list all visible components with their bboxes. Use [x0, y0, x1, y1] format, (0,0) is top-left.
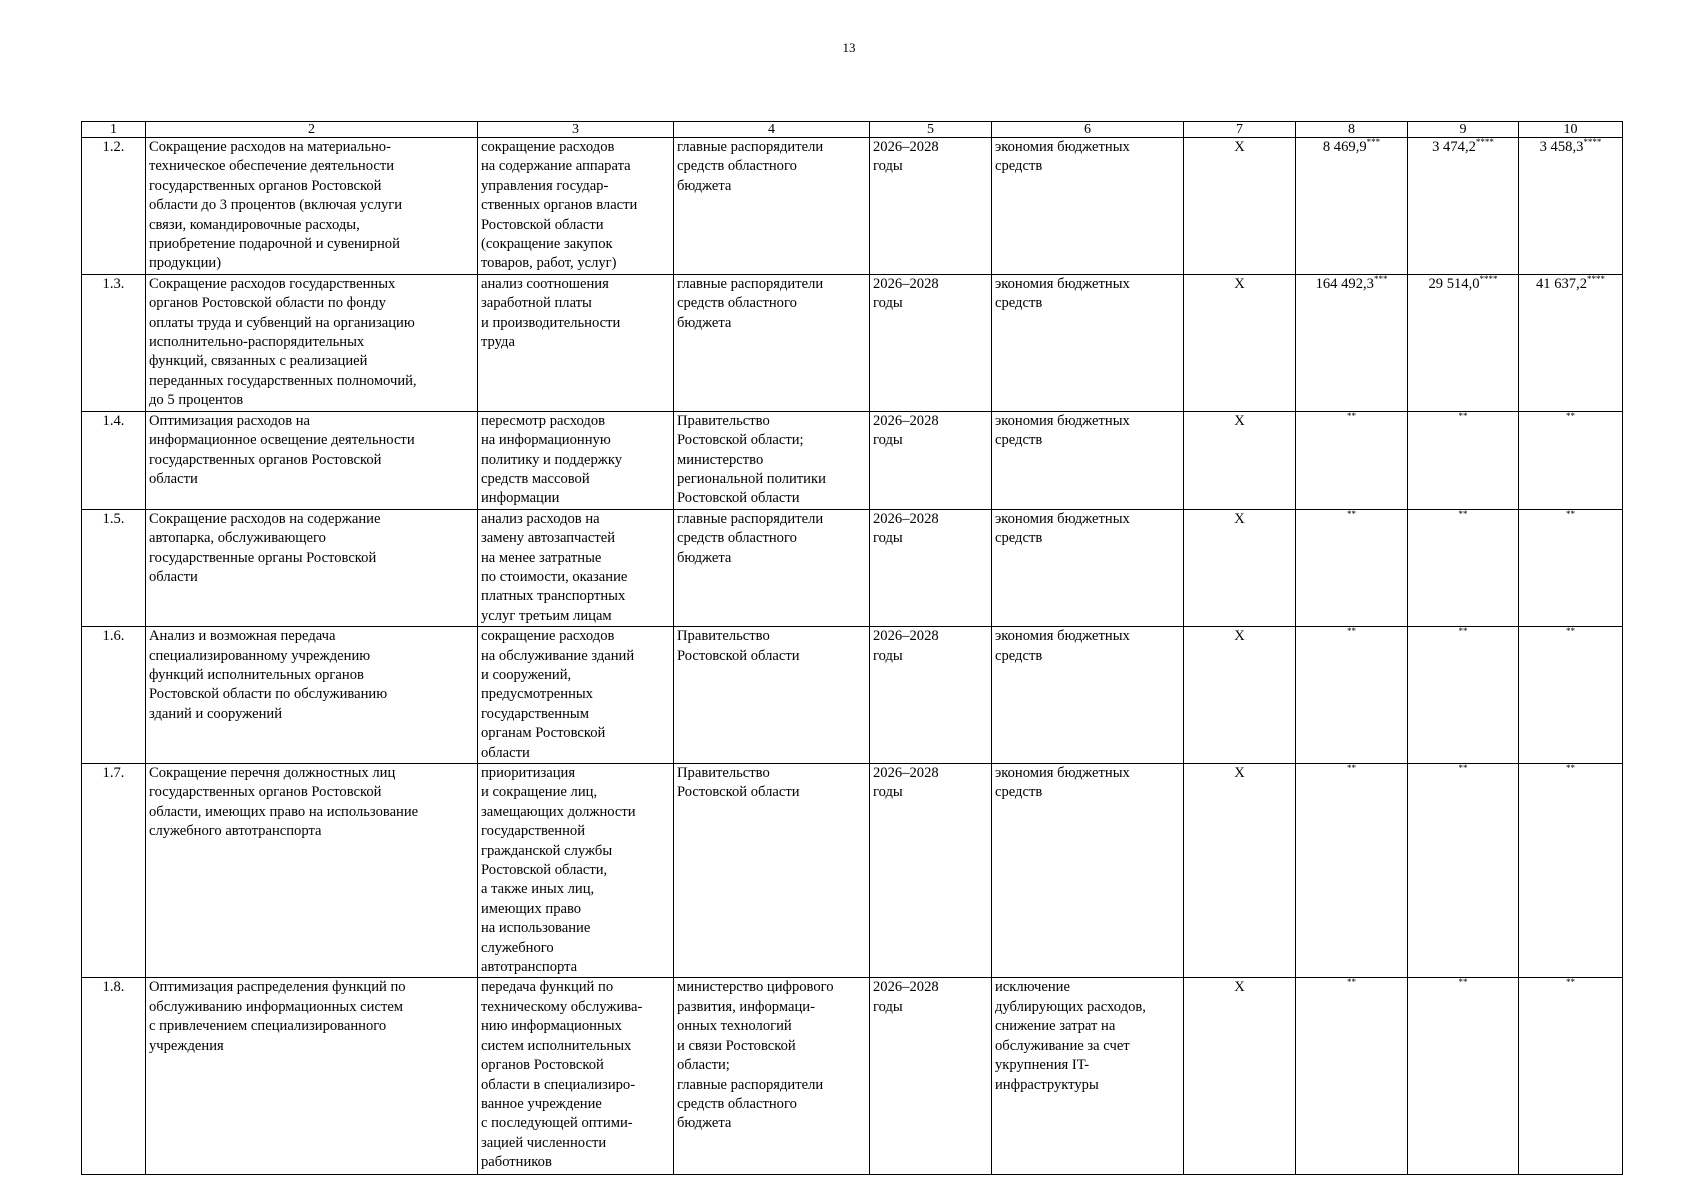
- executor-cell: Правительство Ростовской области: [674, 627, 870, 764]
- value-cell: [1519, 138, 1623, 275]
- value-cell: [1296, 274, 1408, 411]
- table-row: [82, 138, 1623, 275]
- footnote-mark: **: [1347, 411, 1356, 421]
- column7-cell: Х: [1184, 627, 1296, 764]
- column7-cell: Х: [1184, 411, 1296, 509]
- footnote-mark: ****: [1583, 137, 1602, 147]
- column-header: 10: [1519, 122, 1623, 138]
- value-cell: [1408, 627, 1519, 764]
- header-row: [82, 122, 1623, 138]
- value-cell: [1408, 764, 1519, 978]
- footnote-mark: **: [1566, 411, 1575, 421]
- footnote-mark: **: [1566, 509, 1575, 519]
- measure-cell: Сокращение расходов на материально- техническое обеспечение деятельности государственных органов Ростовской области до 3 процентов (включая услуги связи, командировочные расходы, приобретение подарочной и сувенирной продукции): [146, 138, 478, 275]
- column7-cell: Х: [1184, 764, 1296, 978]
- executor-cell: главные распорядители средств областного бюджета: [674, 274, 870, 411]
- footnote-mark: **: [1347, 509, 1356, 519]
- footnote-mark: ****: [1587, 274, 1606, 284]
- column-header: 5: [870, 122, 992, 138]
- footnote-mark: **: [1458, 626, 1468, 637]
- row-number: 1.4.: [82, 411, 146, 509]
- table-row: [82, 509, 1623, 626]
- value-text: 164 492,3: [1315, 275, 1374, 292]
- footnote-mark: **: [1566, 977, 1575, 988]
- mechanism-cell: пересмотр расходов на информационную политику и поддержку средств массовой информации: [478, 411, 674, 509]
- executor-cell: Правительство Ростовской области: [674, 764, 870, 978]
- mechanism-cell: анализ соотношения заработной платы и производительности труда: [478, 274, 674, 411]
- value-cell: [1408, 509, 1519, 626]
- table-row: [82, 274, 1623, 411]
- mechanism-cell: сокращение расходов на содержание аппарата управления государ- ственных органов власти Ростовской области (сокращение закупок товаров, работ, услуг): [478, 138, 674, 275]
- table-row: [82, 764, 1623, 978]
- period-cell: 2026–2028 годы: [870, 138, 992, 275]
- measure-cell: Оптимизация распределения функций по обслуживанию информационных систем с привлечением специализированного учреждения: [146, 978, 478, 1175]
- executor-cell: главные распорядители средств областного бюджета: [674, 138, 870, 275]
- footnote-mark: **: [1566, 763, 1575, 773]
- measure-cell: Анализ и возможная передача специализированному учреждению функций исполнительных органов Ростовской области по обслуживанию зданий и сооружений: [146, 627, 478, 764]
- result-cell: исключение дублирующих расходов, снижение затрат на обслуживание за счет укрупнения IT- инфраструктуры: [992, 978, 1184, 1175]
- column-header: 4: [674, 122, 870, 138]
- row-number: 1.7.: [82, 764, 146, 978]
- result-cell: экономия бюджетных средств: [992, 509, 1184, 626]
- column-header: 7: [1184, 122, 1296, 138]
- measures-table: [81, 121, 1623, 1175]
- column-header: 2: [146, 122, 478, 138]
- value-cell: [1408, 274, 1519, 411]
- executor-cell: министерство цифрового развития, информаци- онных технологий и связи Ростовской области; главные распорядители средств областного бюджета: [674, 978, 870, 1175]
- value-text: 3 474,2: [1432, 139, 1476, 155]
- measure-cell: Сокращение расходов государственных органов Ростовской области по фонду оплаты труда и субвенций на организацию исполнительно-распорядительных функций, связанных с реализацией переданных государственных полномочий, до 5 процентов: [146, 274, 478, 411]
- page-number: 13: [842, 40, 856, 55]
- footnote-mark: **: [1458, 411, 1468, 421]
- footnote-mark: ***: [1373, 274, 1388, 284]
- mechanism-cell: анализ расходов на замену автозапчастей на менее затратные по стоимости, оказание платных транспортных услуг третьим лицам: [478, 509, 674, 626]
- column7-cell: Х: [1184, 978, 1296, 1175]
- value-cell: [1519, 627, 1623, 764]
- column7-cell: Х: [1184, 509, 1296, 626]
- period-cell: 2026–2028 годы: [870, 627, 992, 764]
- value-cell: [1296, 411, 1408, 509]
- value-cell: [1296, 509, 1408, 626]
- footnote-mark: **: [1458, 509, 1468, 519]
- row-number: 1.5.: [82, 509, 146, 626]
- value-cell: [1519, 978, 1623, 1175]
- column7-cell: Х: [1184, 138, 1296, 275]
- value-text: 41 637,2: [1535, 275, 1588, 292]
- mechanism-cell: передача функций по техническому обслужива- нию информационных систем исполнительных органов Ростовской области в специализиро- ванное учреждение с последующей оптими- зацией численности работников: [478, 978, 674, 1175]
- result-cell: экономия бюджетных средств: [992, 138, 1184, 275]
- period-cell: 2026–2028 годы: [870, 274, 992, 411]
- column-header: 9: [1408, 122, 1519, 138]
- footnote-mark: ***: [1366, 137, 1381, 147]
- footnote-mark: **: [1347, 626, 1356, 637]
- footnote-mark: **: [1458, 763, 1468, 773]
- row-number: 1.2.: [82, 138, 146, 275]
- value-cell: [1519, 509, 1623, 626]
- column-header: 6: [992, 122, 1184, 138]
- measure-cell: Сокращение расходов на содержание автопарка, обслуживающего государственные органы Ростовской области: [146, 509, 478, 626]
- footnote-mark: **: [1566, 626, 1575, 637]
- column-header: 3: [478, 122, 674, 138]
- row-number: 1.6.: [82, 627, 146, 764]
- row-number: 1.8.: [82, 978, 146, 1175]
- executor-cell: Правительство Ростовской области; министерство региональной политики Ростовской области: [674, 411, 870, 509]
- table-row: [82, 978, 1623, 1175]
- value-cell: [1296, 978, 1408, 1175]
- footnote-mark: **: [1458, 977, 1468, 988]
- column-header: 8: [1296, 122, 1408, 138]
- column-header: 1: [82, 122, 146, 138]
- footnote-mark: **: [1347, 977, 1356, 988]
- value-cell: [1408, 138, 1519, 275]
- value-text: 29 514,0: [1428, 275, 1480, 292]
- footnote-mark: ****: [1475, 137, 1494, 147]
- value-cell: [1519, 274, 1623, 411]
- value-text: 8 469,9: [1322, 139, 1367, 155]
- footnote-mark: **: [1347, 763, 1356, 773]
- result-cell: экономия бюджетных средств: [992, 411, 1184, 509]
- value-cell: [1408, 978, 1519, 1175]
- result-cell: экономия бюджетных средств: [992, 627, 1184, 764]
- table-row: [82, 411, 1623, 509]
- period-cell: 2026–2028 годы: [870, 509, 992, 626]
- value-cell: [1296, 138, 1408, 275]
- executor-cell: главные распорядители средств областного бюджета: [674, 509, 870, 626]
- period-cell: 2026–2028 годы: [870, 978, 992, 1175]
- row-number: 1.3.: [82, 274, 146, 411]
- value-cell: [1519, 411, 1623, 509]
- value-cell: [1296, 764, 1408, 978]
- mechanism-cell: приоритизация и сокращение лиц, замещающих должности государственной гражданской службы Ростовской области, а также иных лиц, имеющих право на использование служебного автотранспорта: [478, 764, 674, 978]
- result-cell: экономия бюджетных средств: [992, 274, 1184, 411]
- footnote-mark: ****: [1479, 274, 1498, 284]
- measure-cell: Оптимизация расходов на информационное освещение деятельности государственных органов Ростовской области: [146, 411, 478, 509]
- value-cell: [1296, 627, 1408, 764]
- period-cell: 2026–2028 годы: [870, 764, 992, 978]
- period-cell: 2026–2028 годы: [870, 411, 992, 509]
- mechanism-cell: сокращение расходов на обслуживание зданий и сооружений, предусмотренных государственным органам Ростовской области: [478, 627, 674, 764]
- column7-cell: Х: [1184, 274, 1296, 411]
- table-row: [82, 627, 1623, 764]
- value-cell: [1408, 411, 1519, 509]
- value-text: 3 458,3: [1539, 139, 1584, 155]
- value-cell: [1519, 764, 1623, 978]
- measure-cell: Сокращение перечня должностных лиц государственных органов Ростовской области, имеющих право на использование служебного автотранспорта: [146, 764, 478, 978]
- result-cell: экономия бюджетных средств: [992, 764, 1184, 978]
